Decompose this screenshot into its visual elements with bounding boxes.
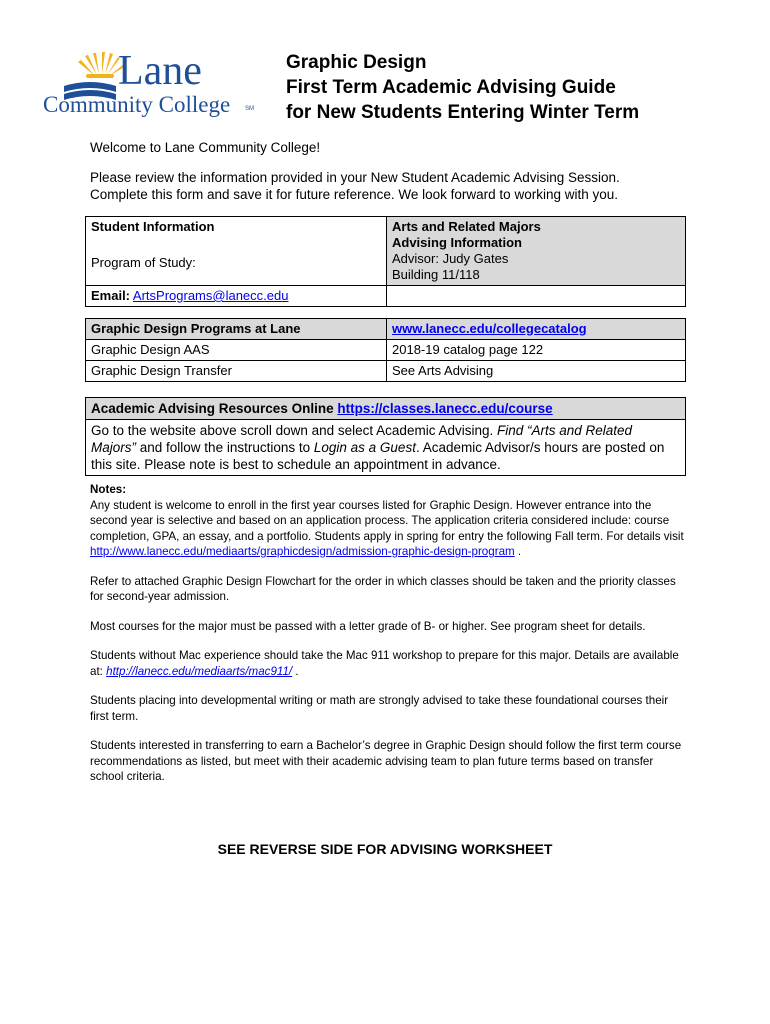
catalog-link[interactable]: www.lanecc.edu/collegecatalog [392, 321, 587, 336]
program-aas-info: 2018-19 catalog page 122 [387, 340, 686, 361]
note-4-text: Students without Mac experience should take the Mac 911 workshop to prepare for this major. Details are available at: [90, 649, 679, 678]
table-row [86, 361, 686, 382]
mac911-link[interactable]: http://lanecc.edu/mediaarts/mac911/ [106, 664, 293, 678]
program-aas: Graphic Design AAS [86, 340, 387, 361]
table-row [86, 340, 686, 361]
title-line-3: for New Students Entering Winter Term [286, 102, 640, 123]
resources-header-cell [86, 398, 686, 420]
notes-section [90, 482, 685, 799]
note-paragraph-4 [90, 648, 685, 679]
student-info-table [85, 216, 686, 307]
programs-header: Graphic Design Programs at Lane [86, 319, 387, 340]
catalog-link-cell [387, 319, 686, 340]
note-1-text: Any student is welcome to enroll in the first year courses listed for Graphic Design. However entrance into the second year is selective and based on an application process. The application criteria considered include: course completion, GPA, an essay, and a portfolio. Students apply in spring for entry the following Fall term. For details visit [90, 498, 684, 543]
resources-header: Academic Advising Resources Online [91, 401, 334, 416]
email-label: Email: [91, 288, 131, 303]
programs-table [85, 318, 686, 382]
advising-header-line-1: Arts and Related Majors [392, 219, 541, 234]
document-title [286, 50, 639, 125]
lane-community-college-logo [40, 40, 265, 125]
resources-body [86, 420, 686, 476]
advising-header-line-2: Advising Information [392, 235, 522, 250]
advisor-building: Building 11/118 [392, 267, 480, 282]
logo-word-community-college: Community College [43, 92, 231, 117]
logo-word-lane: Lane [118, 48, 202, 94]
welcome-text: Welcome to Lane Community College! [90, 140, 321, 155]
note-1-end: . [514, 545, 522, 558]
resources-text-d: Login as a Guest [313, 440, 416, 455]
program-transfer-info: See Arts Advising [387, 361, 686, 382]
review-line-2: Complete this form and save it for future reference. We look forward to working with you. [90, 187, 618, 202]
title-line-1: Graphic Design [286, 52, 427, 73]
resources-text-e: . Academic Advisor/s hours are posted on this site. Please note is best to schedule an appointment in advance. [91, 440, 665, 472]
note-4-end: . [292, 664, 299, 678]
resources-link[interactable]: https://classes.lanecc.edu/course [337, 401, 553, 416]
advisor-name: Advisor: Judy Gates [392, 251, 509, 266]
title-line-2: First Term Academic Advising Guide [286, 77, 616, 98]
student-info-heading: Student Information [91, 219, 215, 234]
email-cell [86, 286, 387, 307]
notes-heading: Notes: [90, 483, 127, 496]
advising-resources-table [85, 397, 686, 476]
note-paragraph-6: Students interested in transferring to earn a Bachelor’s degree in Graphic Design should follow the first term course recommendations as listed, but meet with their academic advising team to plan future terms based on transfer school criteria. [90, 739, 682, 783]
advising-info-cell [387, 217, 686, 286]
email-link[interactable]: ArtsPrograms@lanecc.edu [132, 288, 289, 303]
note-paragraph-1 [90, 498, 685, 560]
program-of-study-label: Program of Study: [91, 255, 196, 270]
resources-text-b: Find “Arts and Related Majors” [91, 423, 633, 455]
program-transfer: Graphic Design Transfer [86, 361, 387, 382]
resources-text-c: and follow the instructions to [136, 440, 314, 455]
empty-cell [387, 286, 686, 307]
resources-text-a: Go to the website above scroll down and select Academic Advising. [91, 423, 497, 438]
student-info-header [86, 217, 387, 286]
review-instructions [90, 169, 620, 203]
admission-link[interactable]: http://www.lanecc.edu/mediaarts/graphicdesign/admission-graphic-design-program [90, 545, 515, 558]
note-paragraph-2: Refer to attached Graphic Design Flowchart for the order in which classes should be taken and the priority classes for second-year admission. [90, 574, 676, 603]
logo-service-mark: SM [245, 106, 254, 112]
note-paragraph-5: Students placing into developmental writing or math are strongly advised to take these foundational courses their first term. [90, 694, 669, 723]
note-paragraph-3: Most courses for the major must be passed with a letter grade of B- or higher. See program sheet for details. [90, 619, 646, 633]
reverse-side-notice: SEE REVERSE SIDE FOR ADVISING WORKSHEET [217, 841, 553, 857]
review-line-1: Please review the information provided in your New Student Academic Advising Session. [90, 170, 620, 185]
